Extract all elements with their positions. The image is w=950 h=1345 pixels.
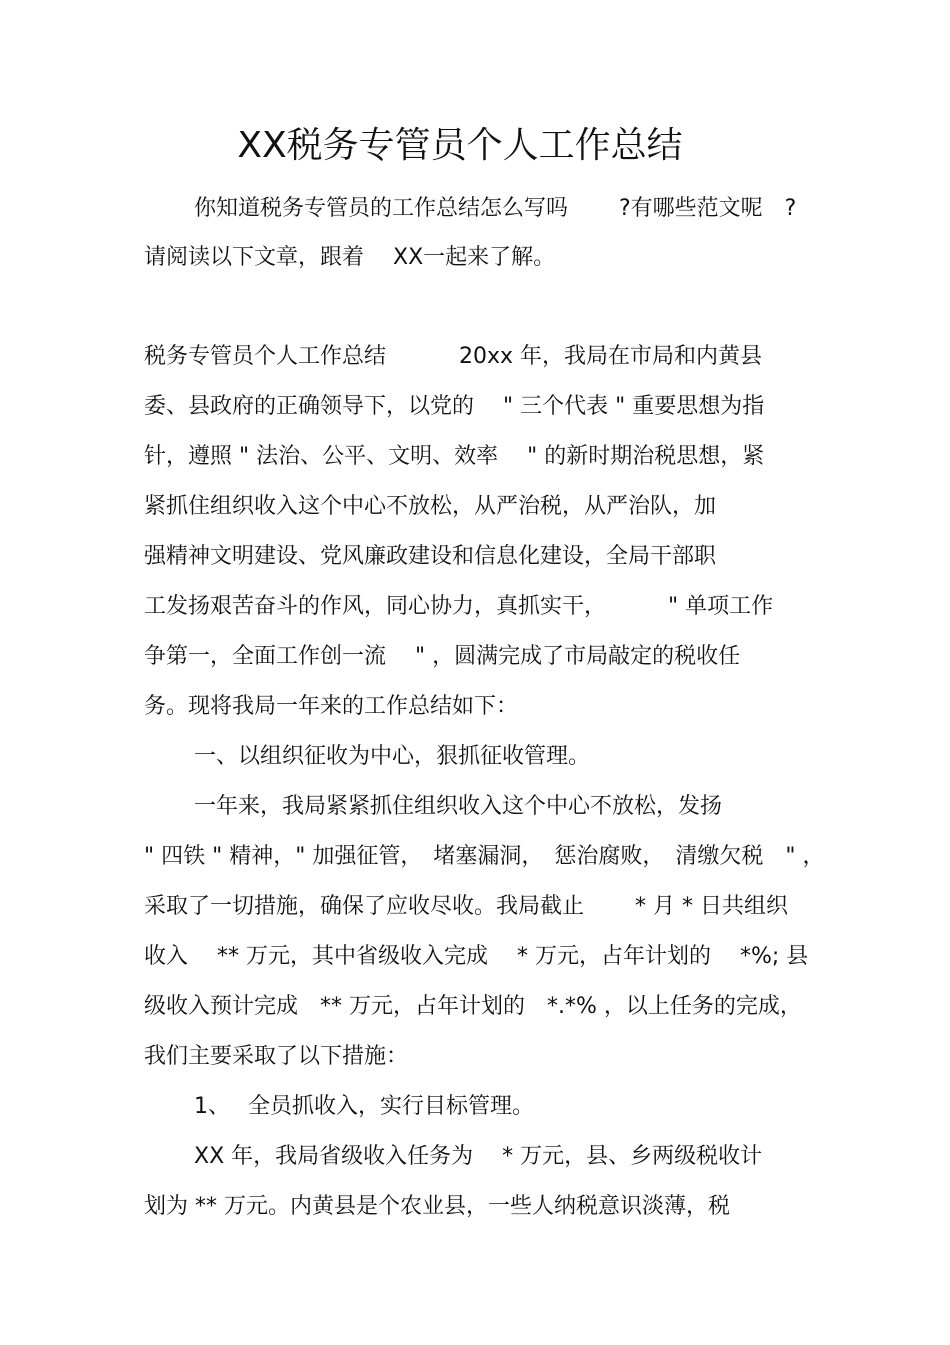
paragraph-line: 委、县政府的正确领导下，以党的 " 三个代表 " 重要思想为指 (144, 394, 765, 419)
paragraph-line: 划为 ** 万元。内黄县是个农业县，一些人纳税意识淡薄，税 (144, 1194, 730, 1219)
list-item-heading: 1、 全员抓收入，实行目标管理。 (194, 1094, 534, 1119)
paragraph-line: 紧抓住组织收入这个中心不放松，从严治税，从严治队，加 (144, 494, 717, 519)
paragraph-line: 税务专管员个人工作总结 20xx 年，我局在市局和内黄县 (144, 344, 763, 369)
paragraph-line: 我们主要采取了以下措施： (144, 1044, 409, 1069)
paragraph-line: XX 年，我局省级收入任务为 * 万元，县、乡两级税收计 (194, 1144, 763, 1169)
section-heading: 一、以组织征收为中心，狠抓征收管理。 (194, 744, 591, 769)
document-title: XX税务专管员个人工作总结 (237, 125, 683, 166)
paragraph-line: 工发扬艰苦奋斗的作风，同心协力，真抓实干， " 单项工作 (144, 594, 774, 619)
paragraph-line: 你知道税务专管员的工作总结怎么写吗 ?有哪些范文呢 ? (194, 196, 797, 221)
paragraph-line: 针，遵照 " 法治、公平、文明、效率 " 的新时期治税思想，紧 (144, 444, 765, 469)
paragraph-line: 强精神文明建设、党风廉政建设和信息化建设，全局干部职 (144, 544, 717, 569)
paragraph-line: 务。现将我局一年来的工作总结如下： (144, 694, 519, 719)
paragraph-line: 争第一，全面工作创一流 " ，圆满完成了市局敲定的税收任 (144, 644, 741, 669)
paragraph-line: " 四铁 " 精神，" 加强征管， 堵塞漏洞， 惩治腐败， 清缴欠税 " ， (144, 844, 825, 869)
paragraph-line: 请阅读以下文章，跟着 XX一起来了解。 (144, 245, 556, 270)
paragraph-line: 收入 ** 万元，其中省级收入完成 * 万元，占年计划的 *%; 县 (144, 944, 809, 969)
paragraph-line: 采取了一切措施，确保了应收尽收。我局截止 * 月 * 日共组织 (144, 894, 788, 919)
paragraph-line: 一年来，我局紧紧抓住组织收入这个中心不放松，发扬 (194, 794, 723, 819)
paragraph-line: 级收入预计完成 ** 万元，占年计划的 *.*% ，以上任务的完成， (144, 994, 802, 1019)
